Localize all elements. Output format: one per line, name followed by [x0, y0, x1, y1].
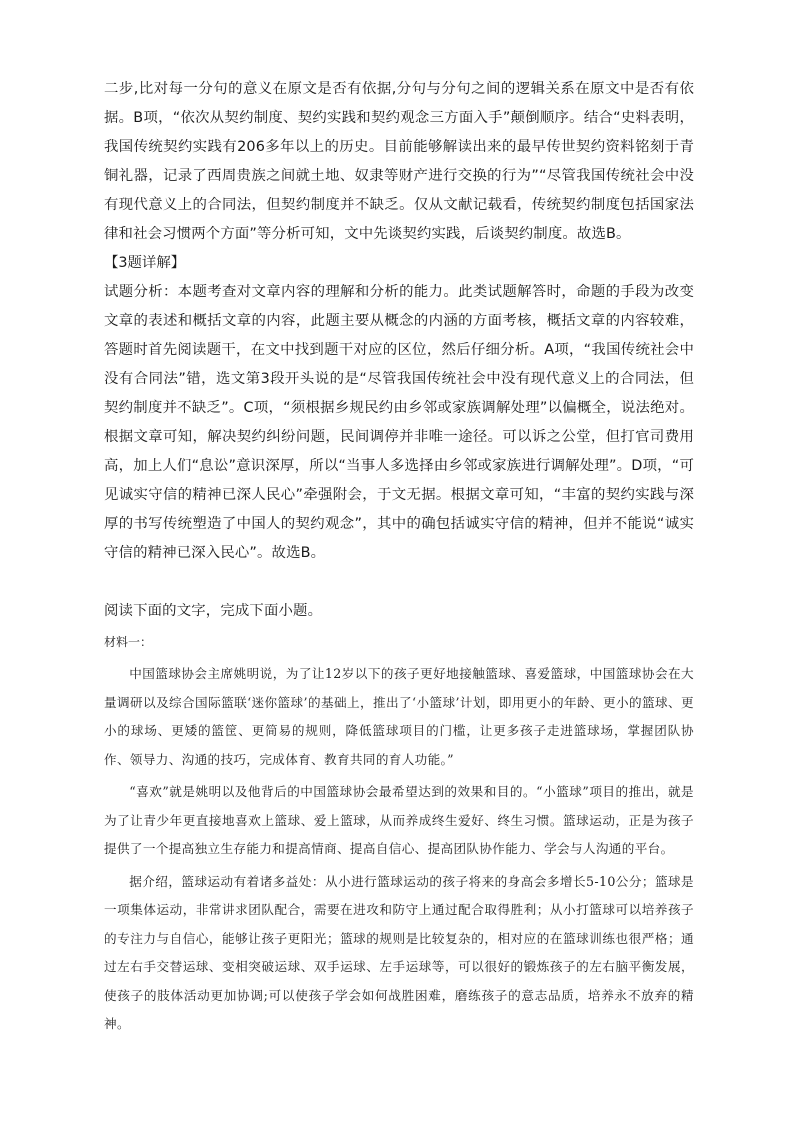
spacer — [104, 568, 694, 597]
answer-analysis-paragraph-2: 二步,比对每一分句的意义在原文是否有依据,分句与分句之间的逻辑关系在原文中是否有依据。B项，“依次从契约制度、契约实践和契约观念三方面入手”颠倒顺序。结合“史料表明，我国传统契约实践有206多年以上的历史。目前能够解读出来的最早传世契约资料铭刻于青铜礼器，记录了西周贵族之间就土地、奴隶等财产进行交换的行为”“尽管我国传统社会中没有现代意义上的合同法，但契约制度并不缺乏。仅从文献记载看，传统契约制度包括国家法律和社会习惯两个方面”等分析可知，文中先谈契约实践，后谈契约制度。故选B。 — [104, 81, 694, 242]
material-paragraph-2: “喜欢”就是姚明以及他背后的中国篮球协会最希望达到的效果和目的。“小篮球”项目的推出，就是为了让青少年更直接地喜欢上篮球、爱上篮球，从而养成终生爱好、终生习惯。篮球运动，正是为孩子提供了一个提高独立生存能力和提高情商、提高自信心、提高团队协作能力、学会与人沟通的平台。 — [104, 784, 694, 856]
reading-instruction: 阅读下面的文字，完成下面小题。 — [104, 603, 323, 619]
question-3-analysis-paragraph: 试题分析：本题考查对文章内容的理解和分析的能力。此类试题解答时，命题的手段为改变文章的表述和概括文章的内容，此题主要从概念的内涵的方面考核，概括文章的内容较难，答题时首先阅读题干，在文中找到题干对应的区位，然后仔细分析。A项，“我国传统社会中没有合同法”错，选文第3段开头说的是“尽管我国传统社会中没有现代意义上的合同法，但契约制度并不缺乏”。C项，“须根据乡规民约由乡邻或家族调解处理”以偏概全，说法绝对。根据文章可知，解决契约纠纷问题，民间调停并非唯一途径。可以诉之公堂，但打官司费用高，加上人们“息讼”意识深厚，所以“当事人多选择由乡邻或家族进行调解处理”。D项，“可见诚实守信的精神已深人民心”牵强附会，于文无据。根据文章可知，“丰富的契约实践与深厚的书写传统塑造了中国人的契约观念”，其中的确包括诚实守信的精神，但并不能说“诚实守信的精神已深入民心”。故选B。 — [104, 284, 694, 561]
material-one-label: 材料一： — [104, 635, 153, 649]
material-paragraph-1: 中国篮球协会主席姚明说，为了让12岁以下的孩子更好地接触篮球、喜爱篮球，中国篮球协会在大量调研以及综合国际篮联‘迷你篮球’的基础上，推出了‘小篮球’计划，即用更小的年龄、更小的篮球、更小的球场、更矮的篮筐、更简易的规则，降低篮球项目的门槛，让更多孩子走进篮球场，掌握团队协作、领导力、沟通的技巧，完成体育、教育共同的育人功能。” — [104, 666, 694, 767]
material-paragraph-3: 据介绍，篮球运动有着诸多益处：从小进行篮球运动的孩子将来的身高会多增长5-10公分；篮球是一项集体运动，非常讲求团队配合，需要在进攻和防守上通过配合取得胜利；从小打篮球可以培养孩子的专注力与自信心，能够让孩子更阳光；篮球的规则是比较复杂的，相对应的在篮球训练也很严格；通过左右手交替运球、变相突破运球、双手运球、左手运球等，可以很好的锻炼孩子的左右脑平衡发展，使孩子的肢体活动更加协调;可以使孩子学会如何战胜困难，磨练孩子的意志品质，培养永不放弃的精神。 — [104, 873, 694, 1031]
page-content — [104, 75, 694, 1039]
question-3-heading: 【3题详解】 — [104, 255, 186, 271]
